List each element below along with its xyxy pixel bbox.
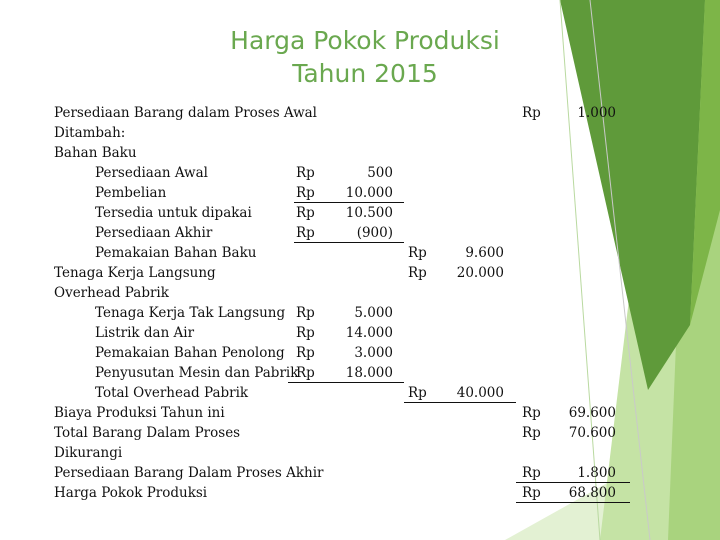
value-harga-pokok-produksi: 68.800 [568, 485, 616, 501]
page-title [190, 24, 540, 90]
label-listrik-air: Listrik dan Air [95, 325, 195, 341]
value-penyusutan: 18.000 [345, 365, 393, 381]
label-tk-tak-langsung: Tenaga Kerja Tak Langsung [95, 305, 286, 321]
currency-total-overhead: Rp [408, 385, 427, 401]
value-persediaan-awal-proses: 1.000 [577, 105, 616, 121]
value-tersedia: 10.500 [345, 205, 393, 221]
currency-persediaan-awal-proses: Rp [522, 105, 541, 121]
label-overhead-pabrik: Overhead Pabrik [54, 285, 169, 301]
value-total-barang-proses: 70.600 [568, 425, 616, 441]
currency-tk-tak-langsung: Rp [296, 305, 315, 321]
label-pemakaian-bahan-baku: Pemakaian Bahan Baku [95, 245, 257, 261]
value-persediaan-akhir-proses: 1.800 [577, 465, 616, 481]
currency-pemakaian-bahan-baku: Rp [408, 245, 427, 261]
value-tenaga-kerja-langsung: 20.000 [456, 265, 504, 281]
currency-biaya-produksi: Rp [522, 405, 541, 421]
title-line-1: Harga Pokok Produksi [230, 26, 500, 55]
label-bahan-penolong: Pemakaian Bahan Penolong [95, 345, 285, 361]
underline-penyusutan [288, 382, 404, 383]
label-total-overhead: Total Overhead Pabrik [95, 385, 249, 401]
label-pembelian: Pembelian [95, 185, 167, 201]
value-persediaan-awal: 500 [367, 165, 393, 181]
label-persediaan-akhir-proses: Persediaan Barang Dalam Proses Akhir [54, 465, 324, 481]
value-total-overhead: 40.000 [456, 385, 504, 401]
value-bahan-penolong: 3.000 [354, 345, 393, 361]
underline-total-overhead [404, 402, 516, 403]
currency-harga-pokok-produksi: Rp [522, 485, 541, 501]
currency-total-barang-proses: Rp [522, 425, 541, 441]
currency-persediaan-akhir-proses: Rp [522, 465, 541, 481]
value-tk-tak-langsung: 5.000 [354, 305, 393, 321]
currency-tenaga-kerja-langsung: Rp [408, 265, 427, 281]
value-pemakaian-bahan-baku: 9.600 [465, 245, 504, 261]
value-pembelian: 10.000 [345, 185, 393, 201]
title-line-2: Tahun 2015 [292, 59, 438, 88]
label-bahan-baku: Bahan Baku [54, 145, 137, 161]
label-ditambah: Ditambah: [54, 125, 126, 141]
currency-bahan-penolong: Rp [296, 345, 315, 361]
label-penyusutan: Penyusutan Mesin dan Pabrik [95, 365, 299, 381]
label-tersedia: Tersedia untuk dipakai [95, 205, 252, 221]
currency-persediaan-akhir: Rp [296, 225, 315, 241]
label-persediaan-akhir: Persediaan Akhir [95, 225, 213, 241]
label-persediaan-awal: Persediaan Awal [95, 165, 208, 181]
currency-tersedia: Rp [296, 205, 315, 221]
label-harga-pokok-produksi: Harga Pokok Produksi [54, 485, 208, 501]
value-persediaan-akhir: (900) [356, 225, 393, 241]
label-total-barang-proses: Total Barang Dalam Proses [54, 425, 241, 441]
label-tenaga-kerja-langsung: Tenaga Kerja Langsung [54, 265, 216, 281]
value-listrik-air: 14.000 [345, 325, 393, 341]
currency-listrik-air: Rp [296, 325, 315, 341]
value-biaya-produksi: 69.600 [568, 405, 616, 421]
label-dikurangi: Dikurangi [54, 445, 123, 461]
underline-harga-pokok-produksi [516, 502, 630, 503]
label-biaya-produksi: Biaya Produksi Tahun ini [54, 405, 225, 421]
currency-pembelian: Rp [296, 185, 315, 201]
currency-persediaan-awal: Rp [296, 165, 315, 181]
underline-persediaan-akhir [294, 242, 404, 243]
label-persediaan-awal-proses: Persediaan Barang dalam Proses Awal [54, 105, 317, 121]
currency-penyusutan: Rp [296, 365, 315, 381]
